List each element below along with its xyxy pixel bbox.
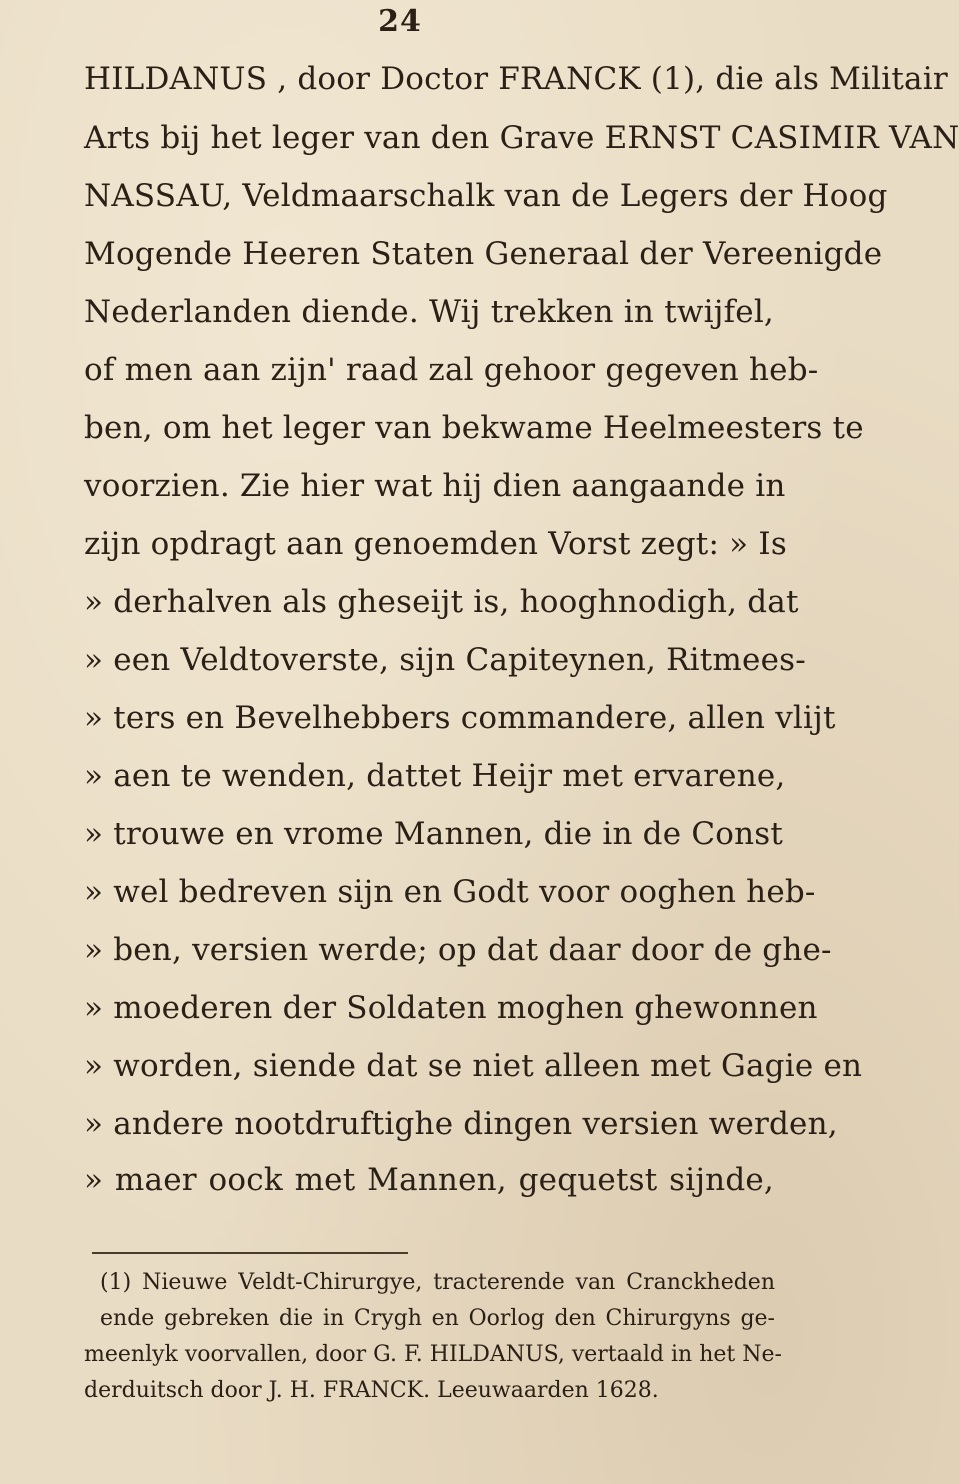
footnote-line-4: derduitsch door J. H. FRANCK. Leeuwaarden 1628. bbox=[84, 1378, 659, 1403]
quote-line-5: » trouwe en vrome Mannen, die in de Const bbox=[84, 816, 784, 852]
quote-line-6: » wel bedreven sijn en Godt voor ooghen heb- bbox=[84, 874, 816, 910]
footnote-line-2: ende gebreken die in Crygh en Oorlog den Chirurgyns ge- bbox=[100, 1306, 775, 1331]
text-line-2: Arts bij het leger van den Grave ERNST CASIMIR VAN bbox=[84, 120, 959, 156]
text-line-5: Nederlanden diende. Wij trekken in twijfel, bbox=[84, 294, 774, 330]
quote-line-7: » ben, versien werde; op dat daar door de ghe- bbox=[84, 932, 832, 968]
quote-line-2: » een Veldtoverste, sijn Capiteynen, Ritmees- bbox=[84, 642, 806, 678]
text-line-9: zijn opdragt aan genoemden Vorst zegt: » Is bbox=[84, 526, 787, 562]
quote-line-3: » ters en Bevelhebbers commandere, allen vlijt bbox=[84, 700, 836, 736]
text-line-3: NASSAU, Veldmaarschalk van de Legers der Hoog bbox=[84, 178, 888, 214]
quote-line-1: » derhalven als gheseijt is, hooghnodigh, dat bbox=[84, 584, 799, 620]
quote-line-8: » moederen der Soldaten moghen ghewonnen bbox=[84, 990, 818, 1026]
quote-line-10: » andere nootdruftighe dingen versien werden, bbox=[84, 1106, 838, 1142]
quote-line-4: » aen te wenden, dattet Heijr met ervarene, bbox=[84, 758, 786, 794]
quote-line-9: » worden, siende dat se niet alleen met Gagie en bbox=[84, 1048, 863, 1084]
text-line-8: voorzien. Zie hier wat hij dien aangaande in bbox=[84, 468, 786, 504]
text-line-4: Mogende Heeren Staten Generaal der Vereenigde bbox=[84, 236, 883, 272]
footnote-divider bbox=[92, 1252, 408, 1254]
footnote-line-3: meenlyk voorvallen, door G. F. HILDANUS, vertaald in het Ne- bbox=[84, 1342, 782, 1367]
text-line-6: of men aan zijn' raad zal gehoor gegeven heb- bbox=[84, 352, 819, 388]
quote-line-11: » maer oock met Mannen, gequetst sijnde, bbox=[84, 1162, 774, 1198]
footnote-line-1: (1) Nieuwe Veldt-Chirurgye, tracterende van Cranckheden bbox=[100, 1270, 775, 1295]
text-line-7: ben, om het leger van bekwame Heelmeesters te bbox=[84, 410, 864, 446]
text-line-1: HILDANUS , door Doctor FRANCK (1), die als Militair bbox=[84, 61, 948, 97]
page-number: 24 bbox=[378, 4, 422, 39]
